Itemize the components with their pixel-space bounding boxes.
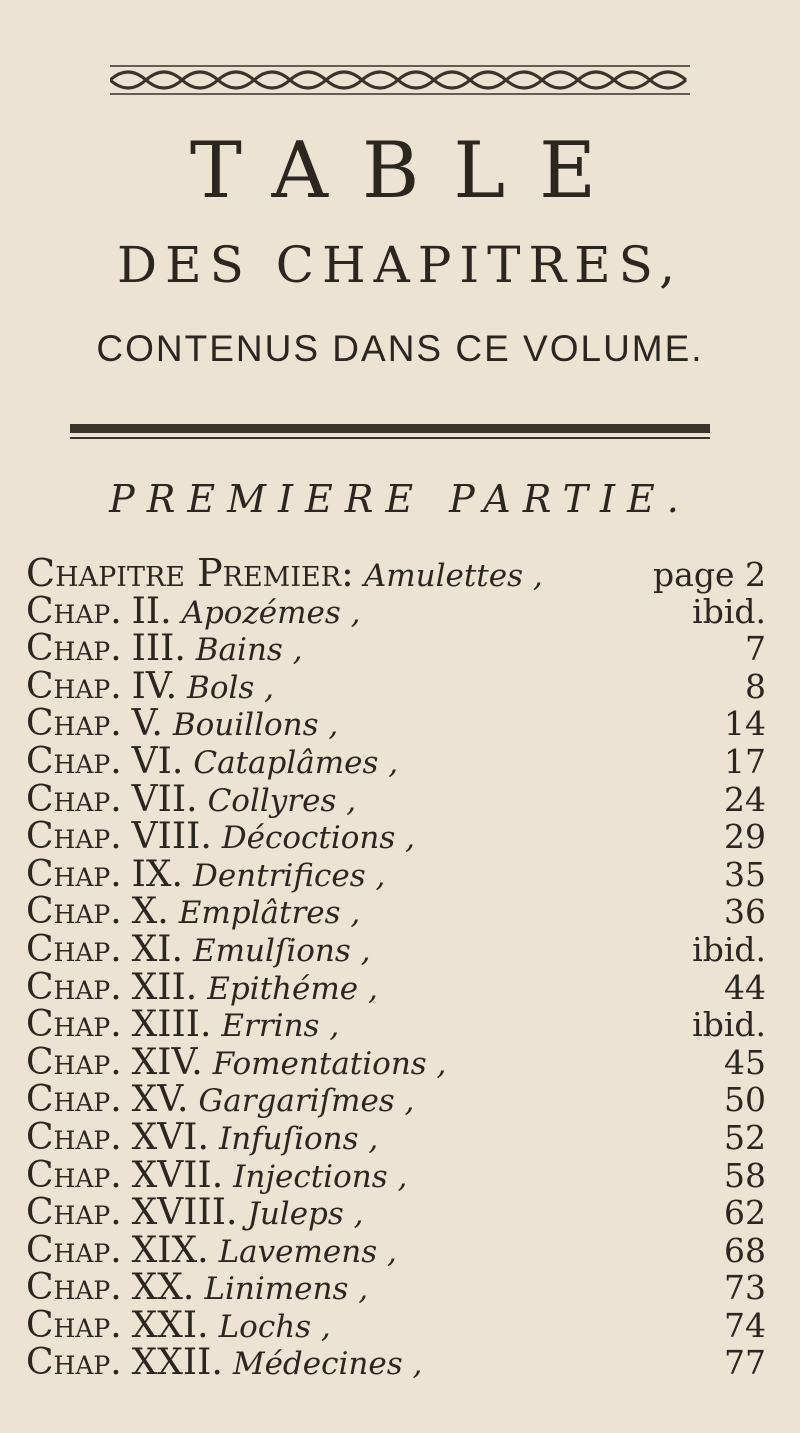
chapter-number: IV.	[131, 665, 178, 707]
chapter-entry	[26, 1081, 766, 1119]
chapter-lead: Chap.	[26, 1192, 122, 1234]
chapter-page: page 2	[653, 555, 766, 594]
chapter-label	[26, 818, 415, 858]
chapter-name: Emplâtres ,	[178, 895, 361, 932]
chapter-label	[26, 551, 543, 596]
chapter-name: Gargariſmes ,	[198, 1083, 415, 1120]
part-heading: PREMIERE PARTIE.	[109, 477, 691, 521]
chapter-label	[26, 705, 338, 745]
volume-subtitle: CONTENUS DANS CE VOLUME.	[96, 328, 704, 369]
chapter-lead: Chap.	[26, 891, 122, 933]
chapter-entry	[26, 551, 766, 595]
chapter-label	[26, 1269, 368, 1309]
chapter-page: 45	[724, 1042, 766, 1082]
chapter-number: XIII.	[131, 1004, 212, 1046]
chapter-name: Bouillons ,	[172, 707, 339, 744]
chapter-entry	[26, 705, 766, 743]
chapter-label	[26, 590, 361, 633]
chapter-page: 50	[724, 1080, 766, 1120]
chapter-entry	[26, 893, 766, 931]
chapter-number: VI.	[131, 740, 184, 782]
chapter-label	[26, 1006, 339, 1046]
chapter-number: II.	[131, 590, 172, 632]
chapter-number: XIX.	[131, 1229, 209, 1271]
chapter-name: Infuſions ,	[218, 1120, 379, 1157]
chapter-number: X.	[131, 891, 169, 933]
chapter-lead: Chap.	[26, 966, 122, 1008]
chapter-name: Bols ,	[187, 669, 275, 706]
chapter-number: IX.	[131, 853, 183, 895]
chapter-page: 58	[724, 1155, 766, 1195]
thick-rule	[70, 424, 710, 433]
chapter-name: Lochs ,	[218, 1308, 331, 1345]
chapter-number: XV.	[131, 1079, 189, 1121]
chapter-name: Injections ,	[233, 1158, 408, 1195]
chapter-page: 36	[724, 892, 766, 932]
chapter-number: XIV.	[131, 1041, 203, 1083]
chapter-label	[26, 665, 275, 708]
chapter-lead: Chap.	[26, 703, 122, 745]
chapter-entry	[26, 1304, 766, 1346]
chapters-subtitle: DES CHAPITRES,	[117, 236, 683, 294]
chapter-entry	[26, 1229, 766, 1271]
chapter-number: VII.	[131, 778, 198, 820]
chapter-entry	[26, 1194, 766, 1232]
chapter-label	[26, 1041, 447, 1084]
chapter-label	[26, 1229, 397, 1272]
chapter-label	[26, 1154, 408, 1197]
chapter-number: III.	[131, 628, 186, 670]
ornament-band	[110, 62, 690, 98]
chapter-entry	[26, 1344, 766, 1382]
chapter-entry	[26, 1041, 766, 1083]
chapter-lead: Chap.	[26, 1229, 122, 1271]
chapter-lead: Chap.	[26, 1079, 122, 1121]
chapter-name: Amulettes ,	[363, 558, 543, 594]
chapter-number: VIII.	[131, 816, 212, 858]
chapter-label	[26, 630, 303, 670]
chapter-page: ibid.	[692, 1005, 766, 1045]
chapter-name: Errins ,	[221, 1008, 340, 1045]
chapter-name: Cataplâmes ,	[193, 744, 399, 781]
table-title: TABLE	[189, 126, 631, 216]
chapter-entry	[26, 1154, 766, 1196]
chapter-number: XVIII.	[131, 1192, 238, 1234]
chapter-list	[26, 551, 766, 1384]
chapter-label	[26, 740, 399, 783]
chapter-lead: Chap.	[26, 1004, 122, 1046]
chapter-entry	[26, 928, 766, 970]
chapter-page: 14	[724, 704, 766, 744]
chapter-lead: Chap.	[26, 628, 122, 670]
chapter-number: XVI.	[131, 1116, 209, 1158]
chapter-name: Collyres ,	[207, 782, 357, 819]
chapter-page: 77	[724, 1343, 766, 1383]
chapter-label	[26, 1304, 331, 1347]
chapter-number: XII.	[131, 966, 198, 1008]
chapter-entry	[26, 778, 766, 820]
chapter-page: 24	[724, 779, 766, 819]
chapter-lead: Chap.	[26, 1154, 122, 1196]
chapter-name: Décoctions ,	[221, 820, 415, 857]
chapter-label	[26, 1116, 379, 1159]
chapter-label	[26, 966, 378, 1009]
chapter-number: XI.	[131, 928, 183, 970]
chapter-entry	[26, 590, 766, 632]
chapter-number: XXI.	[131, 1304, 209, 1346]
chapter-page: 62	[724, 1193, 766, 1233]
chapter-name: Apozémes ,	[181, 594, 361, 631]
chapter-lead: Chap.	[26, 665, 122, 707]
chapter-page: 29	[724, 817, 766, 857]
chapter-lead: Chap.	[26, 778, 122, 820]
chapter-entry	[26, 630, 766, 668]
chapter-entry	[26, 966, 766, 1008]
chapter-entry	[26, 1116, 766, 1158]
chapter-number: XXII.	[131, 1342, 223, 1384]
chapter-label	[26, 928, 371, 971]
chapter-lead: Chap.	[26, 1304, 122, 1346]
chapter-label	[26, 1194, 364, 1234]
chapter-page: ibid.	[692, 591, 766, 631]
chapter-lead: Chap.	[26, 928, 122, 970]
chapter-entry	[26, 853, 766, 895]
chapter-entry	[26, 818, 766, 856]
chapter-page: 73	[724, 1268, 766, 1308]
chapter-name: Bains ,	[195, 632, 303, 669]
chapter-page: 17	[724, 741, 766, 781]
chapter-page: 68	[724, 1230, 766, 1270]
chapter-entry	[26, 1006, 766, 1044]
chapter-number: V.	[131, 703, 163, 745]
chapter-number: XVII.	[131, 1154, 224, 1196]
chapter-lead: Chap.	[26, 590, 122, 632]
chapter-name: Médecines ,	[232, 1346, 423, 1383]
chapter-name: Juleps ,	[247, 1196, 364, 1233]
chapter-name: Fomentations ,	[212, 1045, 447, 1082]
chapter-lead: Chap.	[26, 1267, 122, 1309]
chapter-page: 7	[745, 629, 766, 669]
chapter-page: 52	[724, 1117, 766, 1157]
chapter-label	[26, 853, 386, 896]
chapter-entry	[26, 740, 766, 782]
chapter-lead: Chapitre Premier:	[26, 551, 354, 595]
chapter-page: 44	[724, 967, 766, 1007]
thin-rule	[70, 437, 710, 439]
chapter-lead: Chap.	[26, 1116, 122, 1158]
chapter-label	[26, 1344, 422, 1384]
chapter-name: Emulſions ,	[192, 932, 371, 969]
chapter-label	[26, 893, 360, 933]
chapter-page: 74	[724, 1305, 766, 1345]
chapter-name: Epithéme ,	[207, 970, 378, 1007]
chapter-label	[26, 1081, 414, 1121]
chapter-lead: Chap.	[26, 740, 122, 782]
chapter-lead: Chap.	[26, 1342, 122, 1384]
chapter-lead: Chap.	[26, 1041, 122, 1083]
chapter-lead: Chap.	[26, 816, 122, 858]
chapter-name: Dentrifices ,	[192, 857, 386, 894]
chapter-name: Linimens ,	[204, 1271, 369, 1308]
chapter-page: ibid.	[692, 929, 766, 969]
chapter-entry	[26, 665, 766, 707]
chapter-label	[26, 778, 357, 821]
chapter-page: 35	[724, 854, 766, 894]
chapter-entry	[26, 1269, 766, 1307]
chapter-number: XX.	[131, 1267, 195, 1309]
chapter-page: 8	[745, 666, 766, 706]
chapter-name: Lavemens ,	[218, 1233, 397, 1270]
chapter-lead: Chap.	[26, 853, 122, 895]
